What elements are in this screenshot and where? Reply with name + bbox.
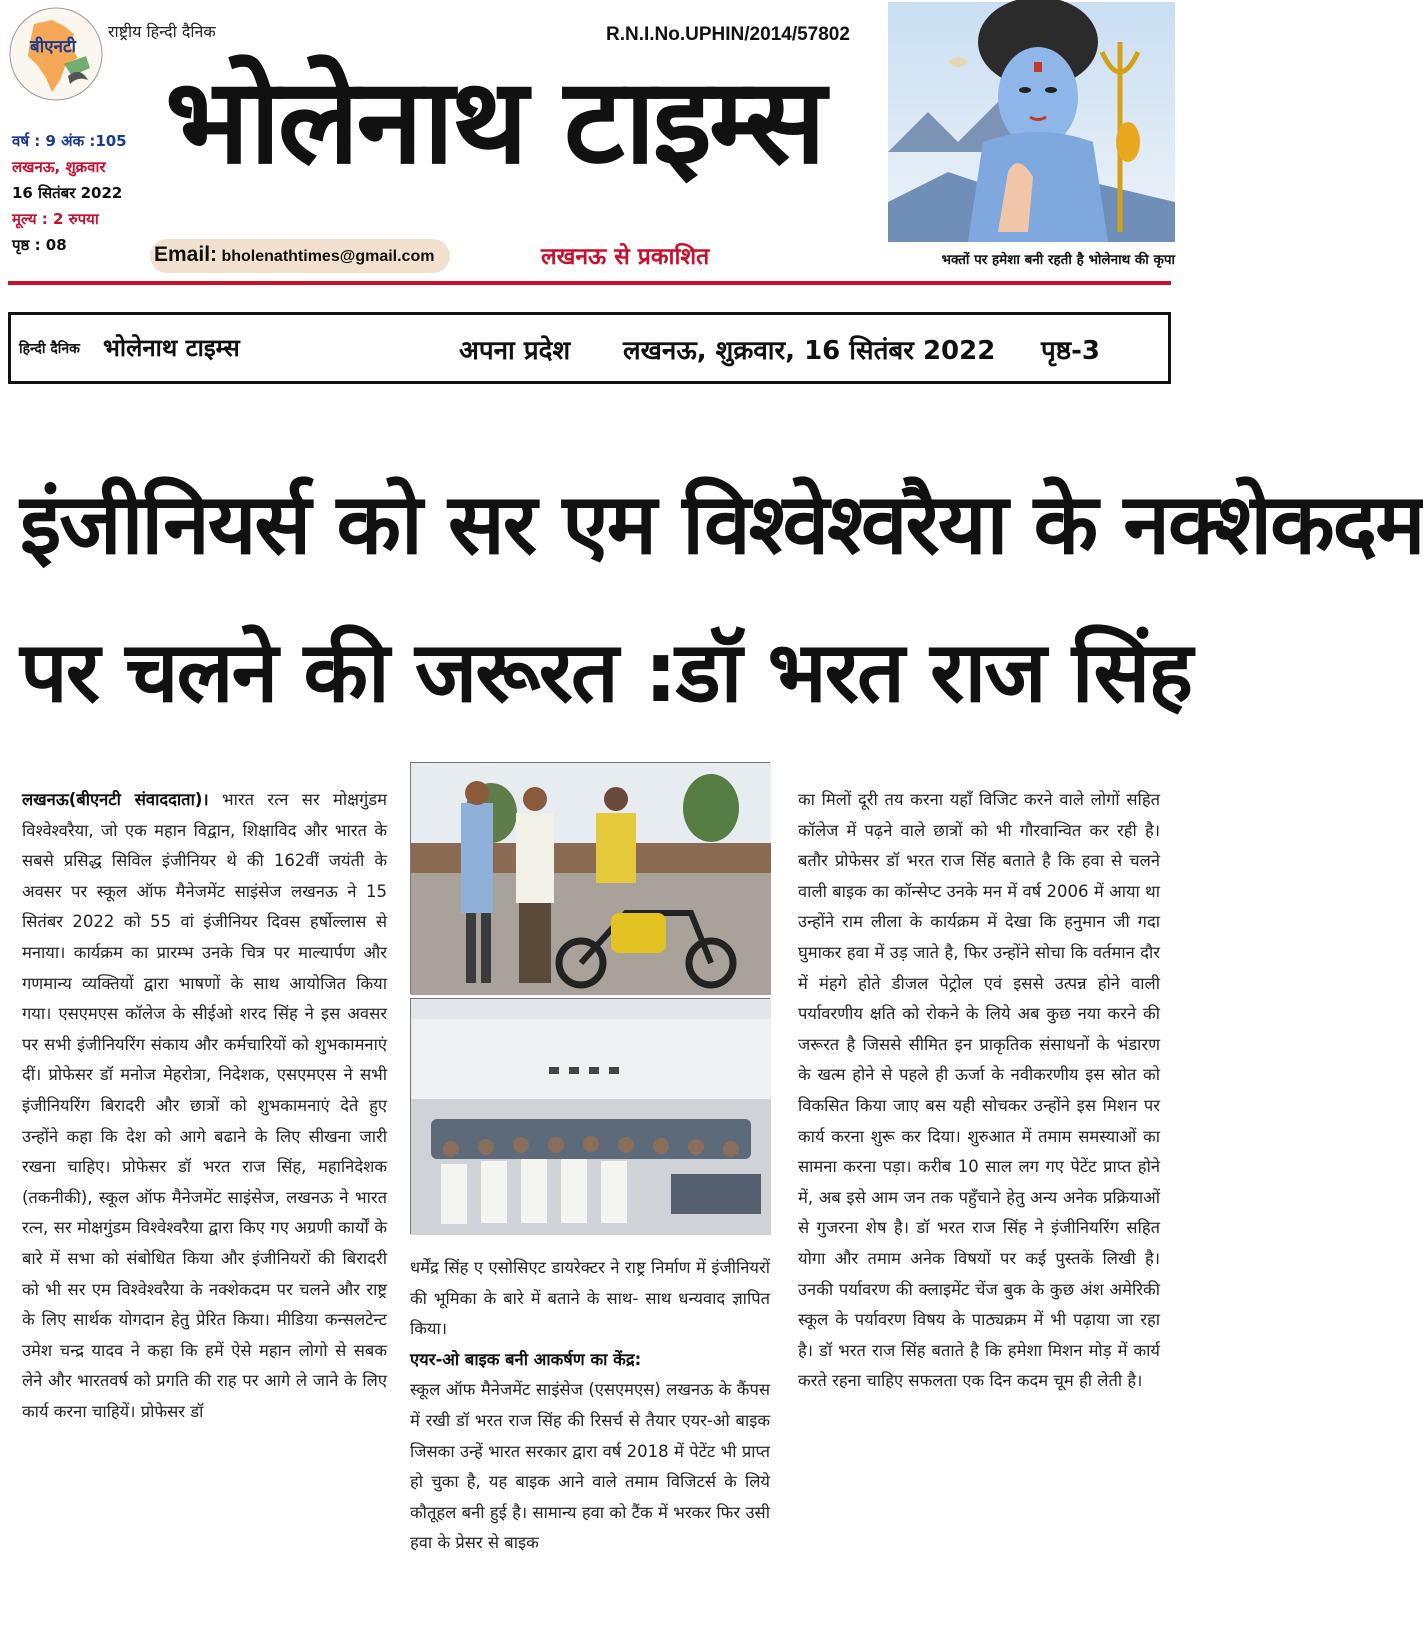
article-col2-para-1: धर्मेंद्र सिंह ए एसोसिएट डायरेक्टर ने राष्ट्र निर्माण में इंजीनियरों की भूमिका के बारे में बताने के साथ- साथ धन्यवाद ज्ञापित किया। <box>410 1258 770 1339</box>
issue-date: 16 सितंबर 2022 <box>12 184 123 202</box>
article-col2-para-2: स्कूल ऑफ मैनेजमेंट साइंसेज (एसएमएस) लखनऊ के कैंपस में रखी डॉ भरत राज सिंह की रिसर्च से तैयार एयर-ओ बाइक जिसका उन्हें भारत सरकार द्वारा वर्ष 2018 में पेटेंट भी प्राप्त हो चुका है, यह बाइक आने वाले तमाम विजिटर्स के लिये कौतूहल बनी हुई है। सामान्य हवा को टैंक में भरकर फिर उसी हवा के प्रेसर से बाइक <box>410 1380 770 1553</box>
logo-text: बीएनटी <box>30 37 76 57</box>
rni-number: R.N.I.No.UPHIN/2014/57802 <box>606 24 850 45</box>
shiva-illustration <box>888 2 1175 242</box>
section-name: अपना प्रदेश <box>459 336 571 366</box>
infobar-paper: भोलेनाथ टाइम्स <box>103 334 240 362</box>
issue-number: वर्ष : 9 अंक :105 <box>12 132 127 150</box>
email-pill <box>150 239 450 273</box>
issue-place-day: लखनऊ, शुक्रवार <box>12 158 106 176</box>
article-column-3 <box>798 785 1160 1397</box>
image-caption: भक्तों पर हमेशा बनी रहती है भोलेनाथ की कृपा <box>941 252 1175 268</box>
audience-photo <box>410 998 770 1234</box>
article-col3-text: का मिलों दूरी तय करना यहाँ विजिट करने वाले लोगों सहित कॉलेज में पढ़ने वाले छात्रों को भी गौरवान्वित कर रही है। बतौर प्रोफेसर डॉ भरत राज सिंह बताते है कि हवा से चलने वाली बाइक का कॉन्सेप्ट उनके मन में वर्ष 2006 में आया था उन्होंने राम लीला के कार्यक्रम में देखा कि हनुमान जी गदा घुमाकर हवा में उड़ जाते है, फिर उन्होंने सोचा कि वर्तमान दौर में मंहगे होते डीजल पेट्रोल एवं इससे उत्पन्न होने वाली पर्यावरणीय क्षति को रोकने के लिये अब कुछ नया करने की जरूरत है जिससे सीमित इन प्राकृतिक संसाधनों के भंडारण के खत्म होने से पहले ही ऊर्जा के नवीकरणीय इस स्रोत को विकसित किया जाए बस यही सोचकर उन्होंने इस मिशन पर कार्य करना शुरू कर दिया। शुरुआत में तमाम समस्याओं का सामना करना पड़ा। करीब 10 साल लग गए पेटेंट प्राप्त होने में, अब इसे आम जन तक पहुँचाने हेतु अन्य अनेक प्रक्रियाओं से गुजरना शेष है। डॉ भरत राज सिंह ने इंजीनियरिंग सहित योगा और तमाम अनेक विषयों पर कई पुस्तकें लिखी है। उनकी पर्यावरण की क्लाइमेंट चेंज बुक के कुछ अंश अमेरिकी स्कूल के पर्यावरण विषय के पाठ्यक्रम में भी पढ़ाया जा रहा है। डॉ भरत राज सिंह बताते है कि हमेशा मिशन मोड़ में कार्य करते रहना चाहिए सफलता एक दिन कदम चूम ही लेती है। <box>798 790 1160 1391</box>
article-col1-text: भारत रत्न सर मोक्षगुंडम विश्वेश्वरैया, जो एक महान विद्वान, शिक्षाविद और भारत के सबसे प्रसिद्ध सिविल इंजीनियर थे की 162वीं जयंती के अवसर पर स्कूल ऑफ मैनेजमेंट साइंसेज लखनऊ ने 15 सितंबर 2022 को 55 वां इंजीनियर दिवस हर्षोल्लास से मनाया। कार्यक्रम का प्रारम्भ उनके चित्र पर माल्यार्पण और गणमान्य व्यक्तियों द्वारा भाषणों के साथ आयोजित किया गया। एसएमएस कॉलेज के सीईओ शरद सिंह ने इस अवसर पर सभी इंजीनियरिंग संकाय और कर्मचारियों को शुभकामनाएं दीं। प्रोफेसर डॉ मनोज मेहरोत्रा, निदेशक, एसएमएस ने सभी इंजीनियरिंग बिरादरी और छात्रों को शुभकामनाएं देते हुए उन्होंने कहा कि देश को आगे बढाने के लिए सीखना जारी रखना चाहिए। प्रोफेसर डॉ भरत राज सिंह, महानिदेशक (तकनीकी), स्कूल ऑफ मैनेजमेंट साइंसेज, लखनऊ ने भारत रत्न, सर मोक्षगुंडम विश्वेश्वरैया द्वारा किए गए अग्रणी कार्यों के बारे में सभा को संबोधित किया और इंजीनियरों की बिरादरी को भी सर एम विश्वेश्वरैया के नक्शेकदम पर चलने और राष्ट्र के लिए सार्थक योगदान हेतु प्रेरित किया। मीडिया कन्सलटेन्ट उमेश चन्द्र यादव ने कहा कि हमें ऐसे महान लोगो से सबक लेने और भारतवर्ष को प्रगति की राह पर आगे ले जाने के लिए कार्य करना चाहियें। प्रोफेसर डॉ <box>22 790 387 1421</box>
air-o-bike-photo <box>410 762 770 994</box>
email-label: Email: <box>154 243 218 266</box>
issue-price: मूल्य : 2 रुपया <box>12 210 99 228</box>
issue-meta <box>12 128 127 258</box>
infobar-prefix: हिन्दी दैनिक <box>19 341 80 357</box>
page-number: पृष्ठ-3 <box>1041 336 1100 366</box>
published-from: लखनऊ से प्रकाशित <box>541 244 710 270</box>
dateline: लखनऊ, शुक्रवार, 16 सितंबर 2022 <box>623 336 996 366</box>
issue-pages: पृष्ठ : 08 <box>12 236 67 254</box>
article-column-2 <box>410 1253 770 1559</box>
headline-line-1: इंजीनियर्स को सर एम विश्वेश्वरैया के नक्शेकदम <box>20 475 1423 573</box>
article-dateline: लखनऊ(बीएनटी संवाददाता)। <box>22 790 209 809</box>
headline-line-2: पर चलने की जरूरत :डॉ भरत राज सिंह <box>20 623 1191 721</box>
newspaper-logo <box>8 6 104 102</box>
page-info-bar <box>8 312 1171 384</box>
article-column-1 <box>22 785 387 1427</box>
email-address: bholenathtimes@gmail.com <box>221 248 435 265</box>
tagline: राष्ट्रीय हिन्दी दैनिक <box>108 22 216 41</box>
headline <box>20 450 1423 746</box>
newspaper-title: भोलेनाथ टाइम्स <box>165 52 824 190</box>
article-subhead: एयर-ओ बाइक बनी आकर्षण का केंद्र: <box>410 1349 642 1369</box>
masthead-divider <box>8 281 1171 285</box>
